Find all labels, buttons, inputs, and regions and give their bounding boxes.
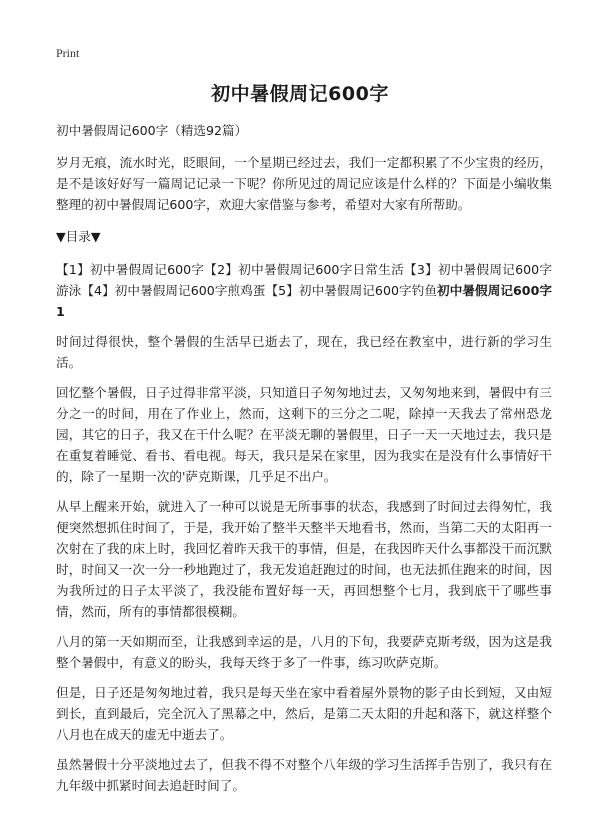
body-paragraph-3: 从早上醒来开始，就进入了一种可以说是无所事事的状态，我感到了时间过去得匆忙，我便突然想抓住时间了，于是，我开始了整半天整半天地看书，然而，当第二天的太阳再一次射在了我的床上时，我回忆着昨天我干的事情，但是，在我因昨天什么事都没干而沉默时，时间又一次一分一秒地跑过了，我无发追赶跑过的时间，也无法抓住跑来的时间，因为我所过的日子太平淡了，我没能布置好每一天，再回想整个七月，我到底干了哪些事情，然而，所有的事情都很模糊。 xyxy=(56,499,552,619)
page-title: 初中暑假周记600字 xyxy=(211,83,389,105)
body-paragraph-1: 时间过得很快，整个暑假的生活早已逝去了，现在，我已经在教室中，进行新的学习生活。 xyxy=(56,334,552,370)
body-paragraph-6: 虽然暑假十分平淡地过去了，但我不得不对整个八年级的学习生活挥手告别了，我只有在九年级中抓紧时间去追赶时间了。 xyxy=(56,757,552,793)
section-heading: 初中暑假周记600字 1 xyxy=(56,283,552,319)
toc-heading: ▼目录▼ xyxy=(56,229,101,244)
print-label: Print xyxy=(56,46,80,60)
toc-links[interactable]: 【1】初中暑假周记600字【2】初中暑假周记600字日常生活【3】初中暑假周记600字游泳【4】初中暑假周记600字煎鸡蛋【5】初中暑假周记600字钓鱼 xyxy=(56,262,552,298)
document-subtitle: 初中暑假周记600字（精选92篇） xyxy=(56,123,248,138)
body-paragraph-2: 回忆整个暑假，日子过得非常平淡，只知道日子匆匆地过去，又匆匆地来到，暑假中有三分之一的时间，用在了作业上，然而，这剩下的三分之二呢，除掉一天我去了常州恐龙园，其它的日子，我又在干什么呢？在平淡无聊的暑假里，日子一天一天地过去，我只是在重复着睡觉、看书、看电视。每天，我只是呆在家里，因为我实在是没有什么事情好干的，除了一星期一次的'萨克斯课，几乎足不出户。 xyxy=(56,385,552,484)
body-paragraph-5: 但是，日子还是匆匆地过着，我只是每天坐在家中看着屋外景物的影子由长到短，又由短到长，直到最后，完全沉入了黑幕之中，然后，是第二天太阳的升起和落下，就这样整个八月也在成天的虚无中逝去了。 xyxy=(56,685,552,742)
table-of-contents xyxy=(56,259,552,322)
intro-paragraph: 岁月无痕，流水时光，眨眼间，一个星期已经过去，我们一定都积累了不少宝贵的经历，是不是该好好写一篇周记记录一下呢？你所见过的周记应该是什么样的？下面是小编收集整理的初中暑假周记600字，欢迎大家借鉴与参考，希望对大家有所帮助。 xyxy=(56,155,552,212)
body-paragraph-4: 八月的第一天如期而至，让我感到幸运的是，八月的下旬，我要萨克斯考级，因为这是我整个暑假中，有意义的盼头，我每天终于多了一件事，练习吹萨克斯。 xyxy=(56,634,552,670)
document-body xyxy=(56,120,552,805)
